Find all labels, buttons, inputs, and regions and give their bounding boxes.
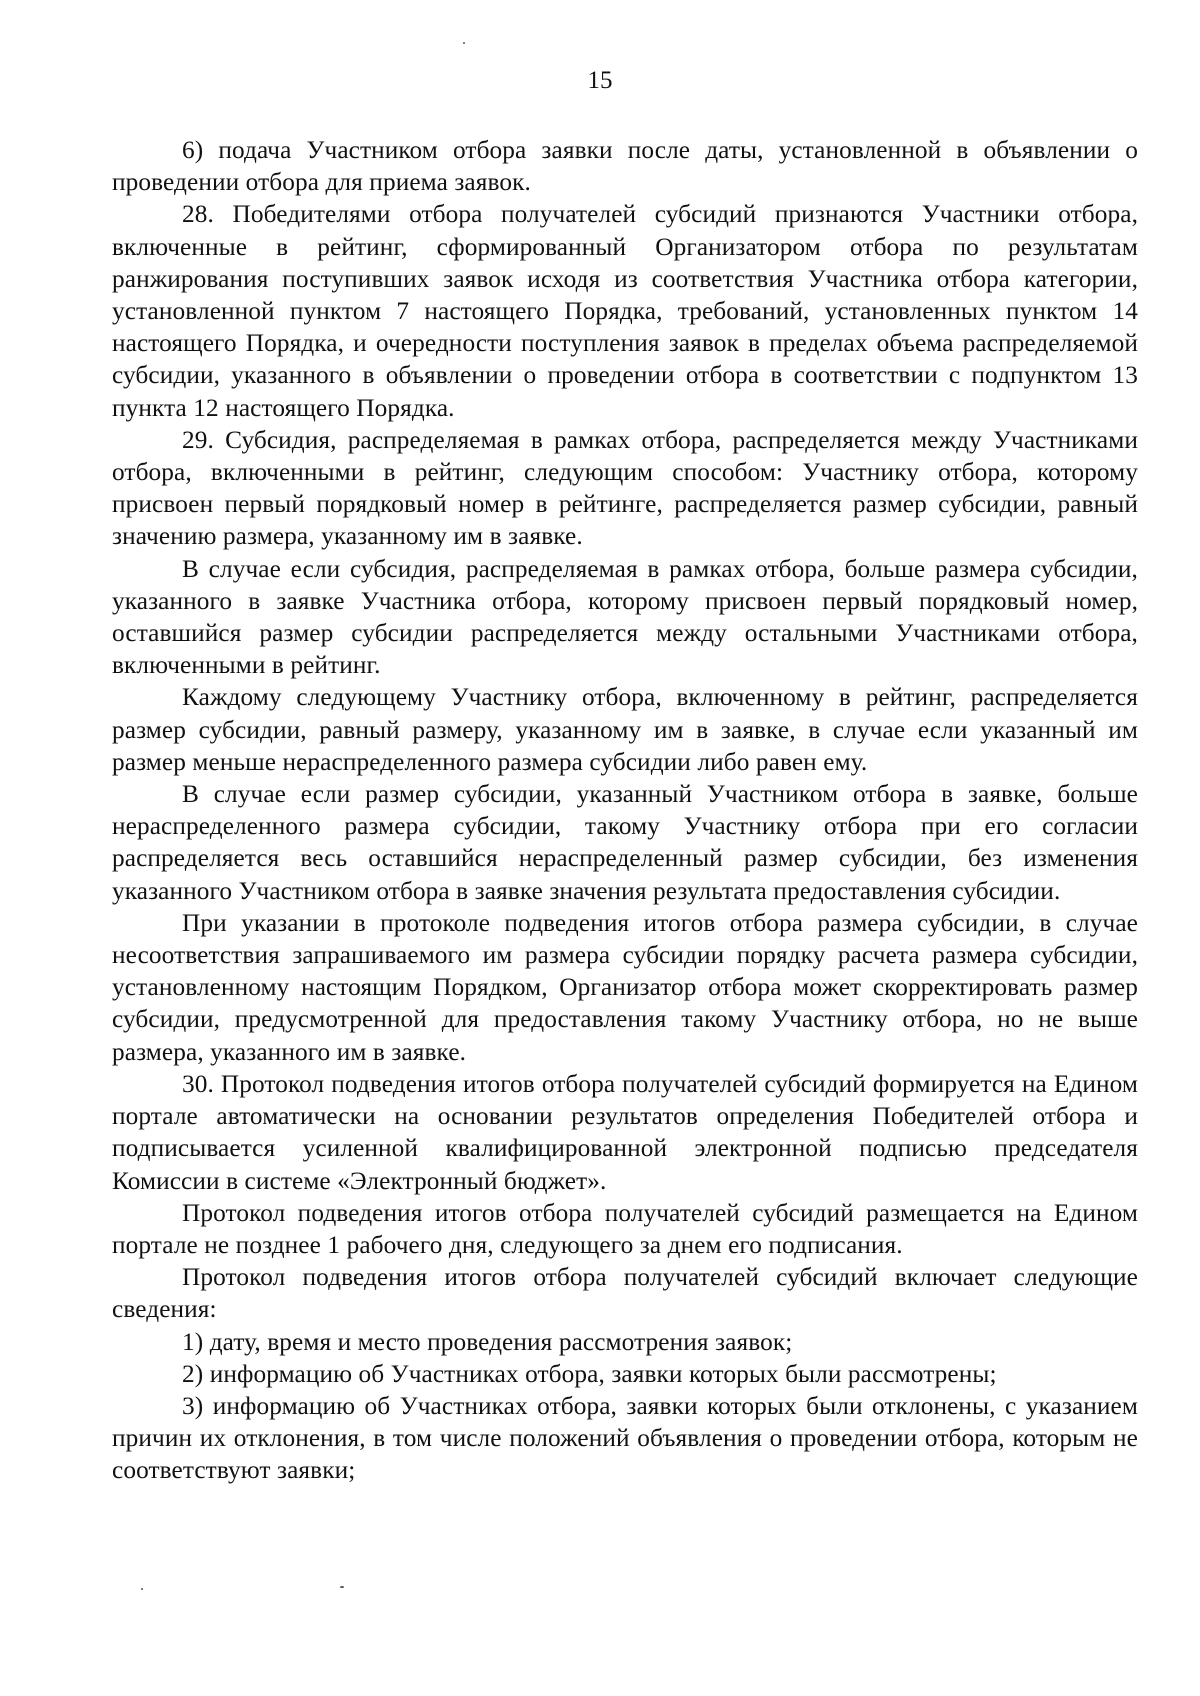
paragraph-text: В случае если субсидия, распределяемая в рамках отбора, больше размера субсидии, указанного в заявке Участника отбора, которому присвоен первый порядковый номер, оставшийся размер субсидии распределяется между остальными Участниками отбора, включенными в рейтинг. <box>112 554 1138 680</box>
page-number: 15 <box>587 67 613 94</box>
paragraph-clause-29: 29. Субсидия, распределяемая в рамках отбора, распределяется между Участниками отбора, включенными в рейтинг, следующим способом: Участнику отбора, которому присвоен первый порядковый номер в рейтинге, распределяется размер субсидии, равный значению размера, указанному им в заявке. <box>112 425 1138 551</box>
scan-speck <box>340 1586 344 1588</box>
paragraph-text: Протокол подведения итогов отбора получателей субсидий включает следующие сведения: <box>112 1263 1138 1324</box>
paragraph-clause-30: 30. Протокол подведения итогов отбора получателей субсидий формируется на Едином портале автоматически на основании результатов определения Победителей отбора и подписывается усиленной квалифицированной электронной подписью председателя Комиссии в системе «Электронный бюджет». <box>112 1069 1138 1195</box>
scan-speck <box>463 42 465 44</box>
paragraph-item-6: 6) подача Участником отбора заявки после даты, установленной в объявлении о проведении отбора для приема заявок. <box>112 136 1138 197</box>
list-item: 3) информацию об Участниках отбора, заявки которых были отклонены, с указанием причин их отклонения, в том числе положений объявления о проведении отбора, которым не соответствуют заявки; <box>112 1391 1138 1485</box>
paragraph-text: При указании в протоколе подведения итогов отбора размера субсидии, в случае несоответствия запрашиваемого им размера субсидии порядку расчета размера субсидии, установленному настоящим Порядком, Организатор отбора может скорректировать размер субсидии, предусмотренной для предоставления такому Участнику отбора, но не выше размера, указанного им в заявке. <box>112 908 1138 1066</box>
paragraph-text: Протокол подведения итогов отбора получателей субсидий размещается на Едином портале не позднее 1 рабочего дня, следующего за днем его подписания. <box>112 1198 1138 1259</box>
list-item: 1) дату, время и место проведения рассмотрения заявок; <box>182 1327 793 1356</box>
scan-speck <box>141 1588 143 1590</box>
paragraph-clause-28: 28. Победителями отбора получателей субсидий признаются Участники отбора, включенные в рейтинг, сформированный Организатором отбора по результатам ранжирования поступивших заявок исходя из соответствия Участника отбора категории, установленной пунктом 7 настоящего Порядка, требований, установленных пунктом 14 настоящего Порядка, и очередности поступления заявок в пределах объема распределяемой субсидии, указанного в объявлении о проведении отбора в соответствии с подпунктом 13 пункта 12 настоящего Порядка. <box>112 200 1138 422</box>
paragraph-text: Каждому следующему Участнику отбора, включенному в рейтинг, распределяется размер субсидии, равный размеру, указанному им в заявке, в случае если указанный им размер меньше нераспределенного размера субсидии либо равен ему. <box>112 683 1138 776</box>
paragraph-text: В случае если размер субсидии, указанный Участником отбора в заявке, больше нераспределенного размера субсидии, такому Участнику отбора при его согласии распределяется весь оставшийся нераспределенный размер субсидии, без изменения указанного Участником отбора в заявке значения результата предоставления субсидии. <box>112 780 1138 905</box>
document-body <box>112 134 1138 1487</box>
list-item: 2) информацию об Участниках отбора, заявки которых были рассмотрены; <box>182 1359 997 1388</box>
